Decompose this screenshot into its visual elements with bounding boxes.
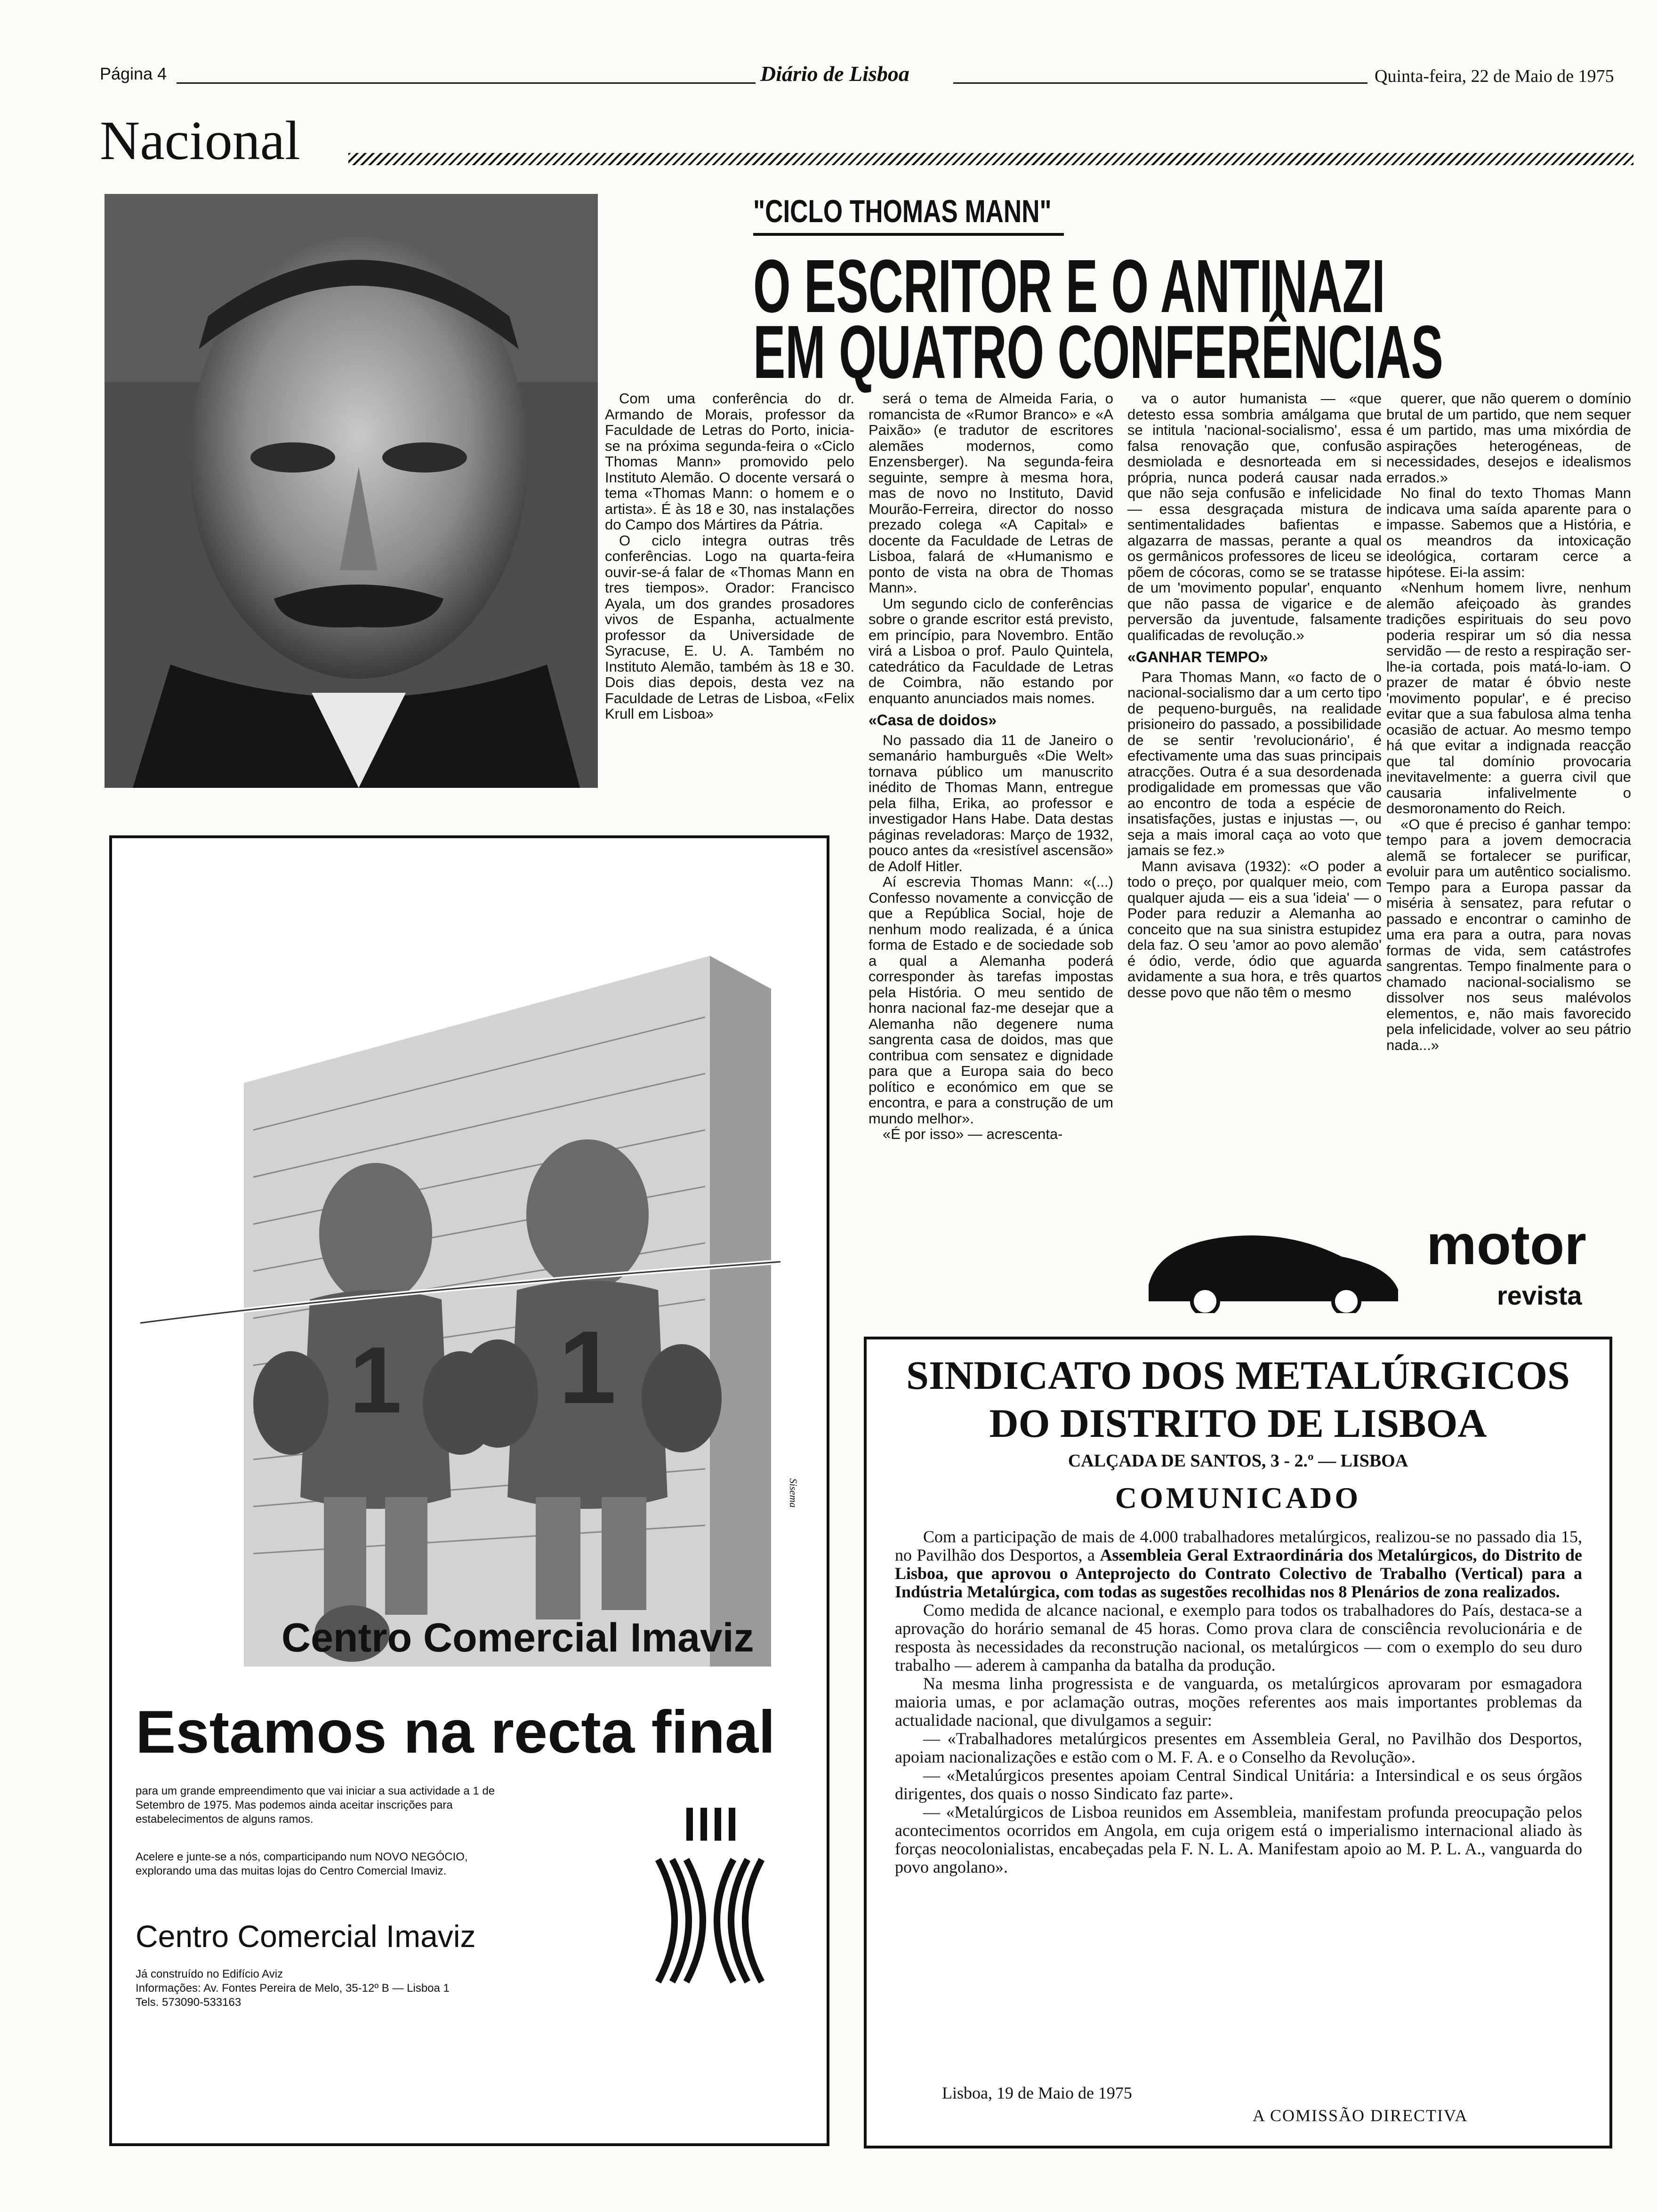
sindicato-address: CALÇADA DE SANTOS, 3 - 2.º — LISBOA [1068, 1451, 1408, 1471]
car-icon [1144, 1219, 1408, 1313]
paragraph: O ciclo integra outras três conferências. Logo na quarta-feira ouvir-se-á falar de «Thomas Mann en tres tiempos». Orador: Francisco Ayala, um dos grandes prosadores vivos de Espanha, actualmente professor da Universidade de Syracuse, E. U. A. Também no Instituto Alemão, também às 18 e 30. Dois dias depois, desta vez na Faculdade de Letras de Lisboa, «Felix Krull em Lisboa» [605, 532, 854, 722]
masthead: Diário de Lisboa [760, 62, 909, 86]
imaviz-logo-icon [630, 1808, 790, 2005]
ad-headline: Estamos na recta final [136, 1699, 775, 1766]
sindicato-title-1: SINDICATO DOS METALÚRGICOS [906, 1353, 1570, 1398]
communique-signature: A COMISSÃO DIRECTIVA [1253, 2106, 1468, 2125]
sindicato-title-2: DO DISTRITO DE LISBOA [989, 1401, 1487, 1446]
ad-footer-2: Informações: Av. Fontes Pereira de Melo, 35-12º B — Lisboa 1 [136, 1982, 450, 1995]
header-rule-right [953, 82, 1367, 84]
section-title: Nacional [100, 110, 300, 171]
portrait-photo [105, 194, 598, 788]
subheading: «Casa de doidos» [869, 712, 997, 729]
article-column-2 [869, 391, 1113, 1327]
paragraph: No final do texto Thomas Mann indicava uma saída aparente para o impasse. Sabemos que a História, e os meandros da intoxicação ideológica, cortaram cerce a hipótese. Ei-la assim: [1386, 485, 1631, 580]
paragraph: va o autor humanista — «que detesto essa sombria amálgama que se intitula 'nacional-socialismo', essa falsa renovação que, confusão desmiolada e desnorteada em si própria, nunca poderá causar nada que não seja confusão e infelicidade — essa desgraçada mistura de sentimentalidades bafientas e algazarra de massas, perante a qual os germânicos professores de liceu se põem de cócoras, como se se tratasse de um 'movimento popular', enquanto que não passa de vigarice e de perversão da juventude, falsamente qualificadas de revolução.» [1127, 391, 1382, 643]
imaviz-advertisement [109, 835, 829, 2146]
header-rule-left [177, 82, 756, 84]
communique-heading: COMUNICADO [1115, 1481, 1361, 1515]
paragraph: será o tema de Almeida Faria, o romancista de «Rumor Branco» e «A Paixão» (e tradutor de escritores alemães modernos, como Enzensberger). Na segunda-feira seguinte, sempre à mesma hora, mas de novo no Instituto, David Mourão-Ferreira, director do nosso prezado colega «A Capital» e docente da Faculdade de Letras de Lisboa, falará de «Humanismo e ponto de vista na obra de Thomas Mann». [869, 391, 1113, 596]
paragraph-bold-text: Assembleia Geral Extraordinária dos Metalúrgicos, do Distrito de Lisboa, que aprovou o Anteprojecto do Contrato Colectivo de Trabalho (Vertical) para a Indústria Metalúrgica, com todas as sugestões recolhidas nos 8 Plenários de zona realizados. [895, 1546, 1582, 1601]
paragraph: Como medida de alcance nacional, e exemplo para todos os trabalhadores do País, destaca-se a aprovação do horário semanal de 45 horas. Como prova clara de consciência revolucionária e de resposta às necessidades da reconstrução nacional, os metalúrgicos — com o exemplo do seu duro trabalho — aderem à campanha da batalha da produção. [895, 1601, 1582, 1675]
ad-brand: Centro Comercial Imaviz [136, 1919, 476, 1954]
kicker-rule [753, 233, 1064, 236]
sindicato-communique [864, 1337, 1612, 2148]
svg-text:1: 1 [558, 1309, 617, 1425]
subheading: «GANHAR TEMPO» [1127, 649, 1268, 665]
page-number: Página 4 [100, 64, 167, 83]
ad-text-2: Acelere e junte-se a nós, comparticipando num NOVO NEGÓCIO, explorando uma das muitas lojas do Centro Comercial Imaviz. [136, 1851, 468, 1877]
building-sign-text: Centro Comercial Imaviz [282, 1615, 754, 1660]
motor-title: motor [1426, 1213, 1586, 1276]
place-date: Lisboa, 19 de Maio de 1975 [942, 2084, 1132, 2102]
paragraph: Um segundo ciclo de conferências sobre o grande escritor está previsto, em princípio, para Novembro. Então virá a Lisboa o prof. Paulo Quintela, catedrático da Faculdade de Letras de Coimbra, não estando por enquanto anunciados mais nomes. [869, 595, 1113, 706]
motor-subtitle: revista [1497, 1281, 1582, 1310]
svg-text:1: 1 [349, 1328, 402, 1433]
paragraph: Mann avisava (1932): «O poder a todo o preço, por qualquer meio, com qualquer ajuda — eis a sua 'ideia' — o Poder para reduzir a Alemanha ao conceito que na sua sinistra estupidez dela faz. O seu 'amor ao povo alemão' é ódio, verde, ódio que aguarda avidamente a sua hora, e três quartos desse povo que não têm o mesmo [1127, 858, 1382, 1001]
imaviz-illustration [112, 838, 827, 1667]
article-column-1 [605, 391, 854, 795]
article-column-4 [1386, 391, 1631, 1210]
ad-text-1: para um grande empreendimento que vai iniciar a sua actividade a 1 de Setembro de 1975. Mas podemos ainda aceitar inscrições para estabelecimentos de alguns ramos. [136, 1785, 495, 1826]
paragraph: «O que é preciso é ganhar tempo: tempo para a jovem democracia alemã se fortalecer se purificar, evoluir para um autêntico socialismo. Tempo para a Europa passar da miséria à sensatez, para refutar o passado e encontrar o caminho de uma era para a outra, para novas formas de vida, sem catástrofes sangrentas. Tempo finalmente para o chamado nacional-socialismo se dissolver nos seus malévolos elementos, e, não mais favorecido pela infelicidade, volver ao seu pátrio nada...» [1386, 816, 1631, 1053]
artist-signature: Sisema [788, 1478, 799, 1508]
paragraph [895, 1528, 1582, 1601]
issue-date: Quinta-feira, 22 de Maio de 1975 [1375, 66, 1614, 86]
headline-line-1: O ESCRITOR E O ANTINAZI [753, 244, 1385, 328]
ad-footer-3: Tels. 573090-533163 [136, 1996, 241, 2009]
portrait-graphic [105, 194, 598, 788]
paragraph: — «Metalúrgicos presentes apoiam Central Sindical Unitária: a Intersindical e os seus órgãos dirigentes, dos quais o nosso Sindicato faz parte». [895, 1766, 1582, 1803]
paragraph: Na mesma linha progressista e de vanguarda, os metalúrgicos aprovaram por esmagadora maioria umas, e por aclamação outras, moções referentes aos mais importantes problemas da actualidade nacional, que divulgamos a seguir: [895, 1674, 1582, 1730]
paragraph: — «Trabalhadores metalúrgicos presentes em Assembleia Geral, no Pavilhão dos Desportos, apoiam nacionalizações e estão com o M. F. A. e o Conselho da Revolução». [895, 1729, 1582, 1766]
paragraph: «Nenhum homem livre, nenhum alemão afeiçoado às grandes tradições espirituais do seu povo poderia respirar um só dia nessa servidão — de resto a respiração ser-lhe-ia cortada, pois matá-lo-iam. O prazer de matar é óbvio neste 'movimento popular', e é preciso evitar que a sua fabulosa alma tenha ocasião de actuar. Ao mesmo tempo há que evitar a indignada reacção que tal domínio provocaria inevitavelmente: a guerra civil que causaria infalivelmente o desmoronamento do Reich. [1386, 579, 1631, 817]
paragraph: No passado dia 11 de Janeiro o semanário hamburguês «Die Welt» tornava público um manuscrito inédito de Thomas Mann, entregue pela filha, Erika, ao professor e investigador Hans Habe. Data destas páginas reveladoras: Março de 1932, pouco antes da «resistível ascensão» de Adolf Hitler. [869, 731, 1113, 874]
section-hatch-bar [348, 153, 1633, 165]
motor-advertisement [1125, 1214, 1624, 1318]
paragraph: Aí escrevia Thomas Mann: «(...) Confesso novamente a convicção de que a República Social, hoje de nenhum modo realizada, é a única forma de Estado e de sociedade sob a qual a Alemanha poderá corresponder às tarefas impostas pela História. O meu sentido de honra nacional faz-me desejar que a Alemanha não degenere numa sangrenta casa de doidos, mas que contribua com sensatez e dignidade para que a Europa saia do beco político e económico em que se encontra, e para a construção de um mundo melhor». [869, 874, 1113, 1127]
paragraph: querer, que não querem o domínio brutal de um partido, que nem sequer é um partido, mas uma mixórdia de aspirações heterogéneas, de necessidades, desejos e idealismos errados.» [1386, 391, 1631, 486]
paragraph: — «Metalúrgicos de Lisboa reunidos em Assembleia, manifestam profunda preocupação pelos acontecimentos ocorridos em Angola, em cuja origem está o imperialismo internacional aliado às forças neocolonialistas, encabeçadas pela F. N. L. A. Manifestam apoio ao M. P. L. A., vanguarda do povo angolano». [895, 1803, 1582, 1876]
communique-body [895, 1528, 1582, 1876]
paragraph: Com uma conferência do dr. Armando de Morais, professor da Faculdade de Letras do Porto, inicia-se na próxima segunda-feira o «Ciclo Thomas Mann» promovido pelo Instituto Alemão. O docente versará o tema «Thomas Mann: o homem e o artista». É às 18 e 30, nas instalações do Campo dos Mártires da Pátria. [605, 391, 854, 533]
ad-footer-1: Já construído no Edifício Aviz [136, 1968, 283, 1980]
article-column-3 [1127, 391, 1382, 1210]
paragraph-text: Com a participação de mais de 4.000 trabalhadores metalúrgicos, realizou-se no passado dia 15, no Pavilhão dos Desportos, a [895, 1527, 1582, 1564]
headline-line-2: EM QUATRO CONFERÊNCIAS [753, 310, 1443, 394]
article-kicker: "CICLO THOMAS MANN" [753, 193, 1052, 229]
paragraph: «É por isso» — acrescenta- [883, 1126, 1063, 1142]
paragraph: Para Thomas Mann, «o facto de o nacional-socialismo dar a um certo tipo de pequeno-burguês, na realidade prisioneiro do passado, a possibilidade de se sentir 'revolucionário', é efectivamente uma das suas principais atracções. Outra é a sua desordenada prodigalidade em promessas que vão ao encontro de toda a espécie de insatisfações, justas e injustas —, ou seja a mais imoral caça ao voto que jamais se fez.» [1127, 668, 1382, 858]
